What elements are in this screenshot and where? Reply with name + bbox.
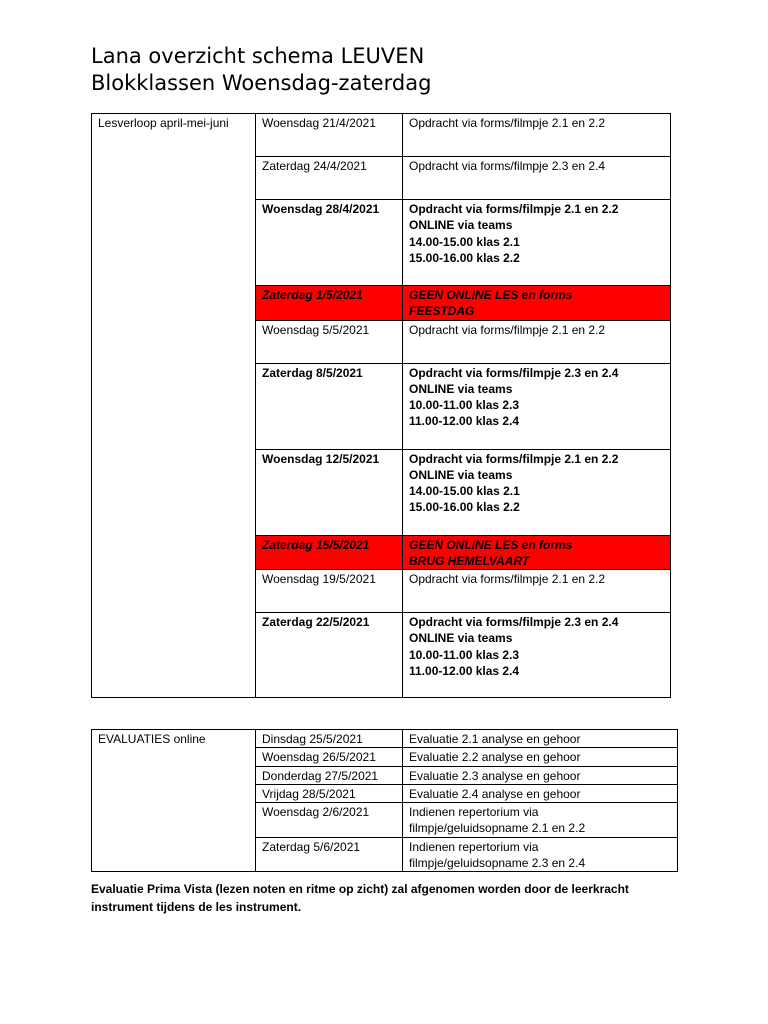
task-cell: Opdracht via forms/filmpje 2.1 en 2.2 ONLINE via teams 14.00-15.00 klas 2.1 15.00-16.00 klas 2.2: [403, 449, 671, 535]
title-line-1: Lana overzicht schema LEUVEN: [91, 44, 425, 68]
holiday-date-cell: Zaterdag 1/5/2021: [256, 286, 403, 321]
evaluaties-label: EVALUATIES online: [92, 730, 256, 872]
task-cell: Indienen repertorium via filmpje/geluidsopname 2.3 en 2.4: [403, 837, 678, 872]
lesverloop-table: [91, 113, 671, 698]
date-cell: Woensdag 26/5/2021: [256, 748, 403, 766]
document-title: [91, 43, 431, 97]
task-cell: Evaluatie 2.2 analyse en gehoor: [403, 748, 678, 766]
date-cell: Woensdag 2/6/2021: [256, 803, 403, 838]
task-cell: Opdracht via forms/filmpje 2.3 en 2.4: [403, 157, 671, 200]
date-cell: Woensdag 5/5/2021: [256, 320, 403, 363]
lesverloop-label: Lesverloop april-mei-juni: [92, 114, 256, 698]
title-line-2: Blokklassen Woensdag-zaterdag: [91, 71, 432, 95]
date-cell: Zaterdag 24/4/2021: [256, 157, 403, 200]
task-cell: Indienen repertorium via filmpje/geluidsopname 2.1 en 2.2: [403, 803, 678, 838]
task-cell: Opdracht via forms/filmpje 2.1 en 2.2 ONLINE via teams 14.00-15.00 klas 2.1 15.00-16.00 klas 2.2: [403, 200, 671, 286]
task-cell: Opdracht via forms/filmpje 2.3 en 2.4 ONLINE via teams 10.00-11.00 klas 2.3 11.00-12.00 klas 2.4: [403, 613, 671, 698]
date-cell: Vrijdag 28/5/2021: [256, 784, 403, 802]
holiday-date-cell: Zaterdag 15/5/2021: [256, 535, 403, 570]
date-cell: Woensdag 28/4/2021: [256, 200, 403, 286]
date-cell: Zaterdag 22/5/2021: [256, 613, 403, 698]
task-cell: Opdracht via forms/filmpje 2.1 en 2.2: [403, 114, 671, 157]
date-cell: Donderdag 27/5/2021: [256, 766, 403, 784]
task-cell: Evaluatie 2.3 analyse en gehoor: [403, 766, 678, 784]
holiday-task-cell: GEEN ONLINE LES en forms FEESTDAG: [403, 286, 671, 321]
date-cell: Woensdag 19/5/2021: [256, 570, 403, 613]
evaluaties-table: [91, 729, 678, 872]
holiday-task-cell: GEEN ONLINE LES en forms BRUG HEMELVAART: [403, 535, 671, 570]
date-cell: Woensdag 12/5/2021: [256, 449, 403, 535]
date-cell: Zaterdag 8/5/2021: [256, 363, 403, 449]
task-cell: Evaluatie 2.4 analyse en gehoor: [403, 784, 678, 802]
date-cell: Woensdag 21/4/2021: [256, 114, 403, 157]
date-cell: Dinsdag 25/5/2021: [256, 730, 403, 748]
date-cell: Zaterdag 5/6/2021: [256, 837, 403, 872]
task-cell: Opdracht via forms/filmpje 2.3 en 2.4 ONLINE via teams 10.00-11.00 klas 2.3 11.00-12.00 klas 2.4: [403, 363, 671, 449]
task-cell: Evaluatie 2.1 analyse en gehoor: [403, 730, 678, 748]
footnote: Evaluatie Prima Vista (lezen noten en ritme op zicht) zal afgenomen worden door de leerkracht instrument tijdens de les instrument.: [91, 882, 629, 914]
task-cell: Opdracht via forms/filmpje 2.1 en 2.2: [403, 570, 671, 613]
task-cell: Opdracht via forms/filmpje 2.1 en 2.2: [403, 320, 671, 363]
